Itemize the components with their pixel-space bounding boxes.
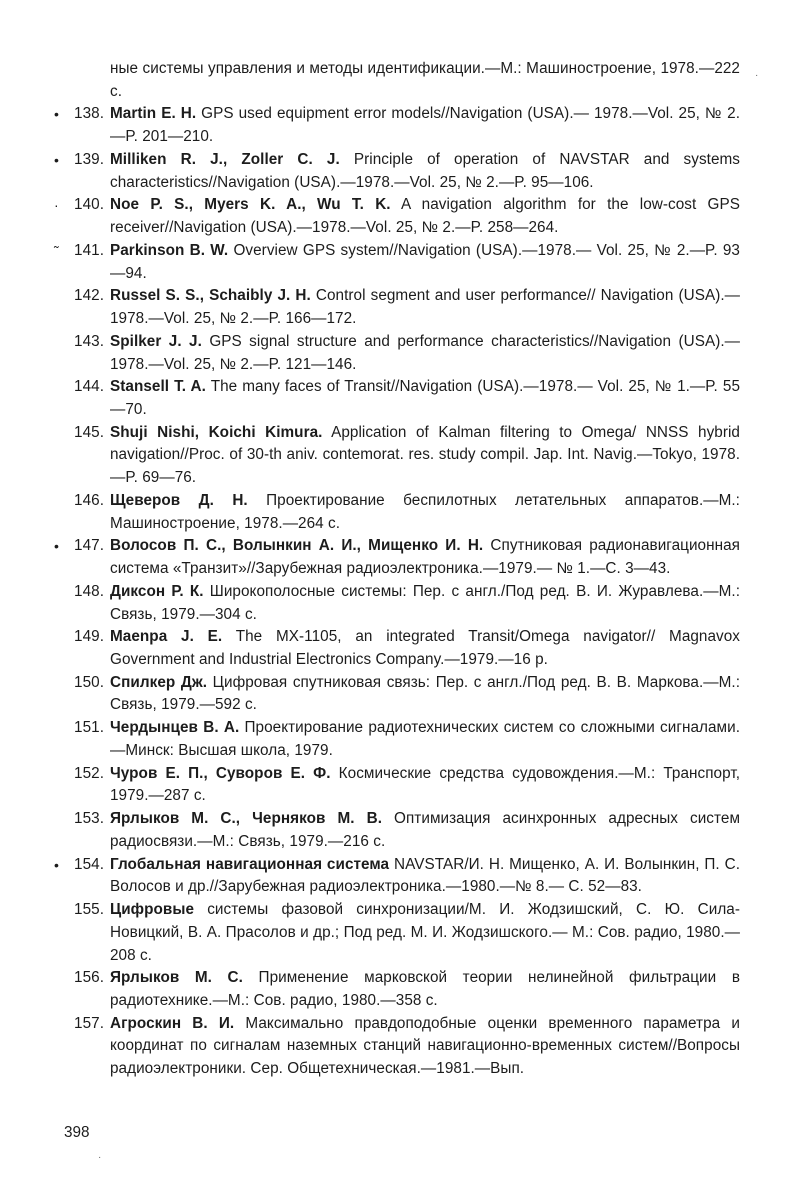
entry-number: 156.: [74, 969, 104, 987]
entry-number: 157.: [74, 1014, 104, 1032]
entry-author: Noe P. S., Myers K. A., Wu T. K.: [110, 196, 391, 214]
bibliography-entry: [60, 376, 740, 421]
entry-author: Ярлыков М. С.: [110, 969, 243, 987]
entry-text: Максимально правдоподобные оценки временного параметра и координат по сигналам наземных станций навигационно-временных систем//Вопросы радиоэлектроники. Сер. Общетехническая.—1981.—Вып.: [110, 1014, 740, 1078]
entry-number: 142.: [74, 287, 104, 305]
entry-author: Чердынцев В. А.: [110, 719, 240, 737]
bibliography-entry: [60, 899, 740, 967]
bibliography-entry: [60, 717, 740, 762]
entry-number: 145.: [74, 423, 104, 441]
entry-author: Цифровые: [110, 901, 195, 919]
bibliography-entry: [54, 535, 740, 580]
entry-number: 144.: [74, 378, 104, 396]
bibliography-list: [54, 58, 741, 1081]
entry-number: 148.: [74, 582, 104, 600]
entry-number: 154.: [74, 855, 104, 873]
bibliography-entry: [60, 58, 740, 103]
bibliography-entry: [54, 240, 740, 285]
entry-text: Цифровая спутниковая связь: Пер. с англ./Под ред. В. В. Маркова.—М.: Связь, 1979.—592 с.: [110, 673, 740, 714]
bibliography-entry: [54, 854, 740, 899]
entry-author: Диксон Р. К.: [110, 582, 204, 600]
entry-text: Космические средства судовождения.—М.: Транспорт, 1979.—287 с.: [110, 764, 740, 805]
bibliography-entry: [60, 422, 740, 490]
entry-text: ные системы управления и методы идентификации.—М.: Машиностроение, 1978.—222 с.: [110, 60, 740, 100]
entry-text: Application of Kalman filtering to Omega/ NNSS hybrid navigation//Proc. of 30-th aniv. contemorat. res. study compil. Jap. Int. Navig.—Tokyo, 1978.—P. 69—76.: [110, 423, 740, 487]
page-number: 398: [64, 1124, 90, 1141]
entry-text: NAVSTAR/И. Н. Мищенко, А. И. Волынкин, П. С. Волосов и др.//Зарубежная радиоэлектроника.—1980.—№ 8.— С. 52—83.: [110, 855, 740, 896]
entry-author: Milliken R. J., Zoller C. J.: [110, 150, 340, 168]
entry-number: 151.: [74, 719, 104, 737]
entry-text: Control segment and user performance// Navigation (USA).—1978.—Vol. 25, № 2.—P. 166—172.: [110, 287, 740, 328]
entry-text: Principle of operation of NAVSTAR and systems characteristics//Navigation (USA).—1978.—Vol. 25, № 2.—P. 95—106.: [110, 150, 741, 191]
entry-author: Spilker J. J.: [110, 332, 202, 350]
entry-author: Волосов П. С., Волынкин А. И., Мищенко И. Н.: [110, 537, 484, 555]
bibliography-entry: [60, 581, 740, 626]
margin-mark: •: [54, 106, 59, 123]
entry-text: Широкополосные системы: Пер. с англ./Под ред. В. И. Журавлева.—М.: Связь, 1979.—304 с.: [110, 582, 740, 623]
bibliography-entry: [54, 103, 740, 148]
entry-author: Агроскин В. И.: [110, 1014, 235, 1032]
entry-text: Спутниковая радионавигационная система «Транзит»//Зарубежная радиоэлектроника.—1979.— № 1.—С. 3—43.: [110, 537, 740, 578]
entry-number: 152.: [74, 764, 104, 782]
entry-number: 140.: [74, 196, 104, 214]
entry-author: Parkinson B. W.: [110, 241, 229, 259]
entry-author: Shuji Nishi, Koichi Kimura.: [110, 423, 323, 441]
entry-author: Щеверов Д. Н.: [110, 491, 248, 509]
entry-text: The many faces of Transit//Navigation (USA).—1978.— Vol. 25, № 1.—P. 55—70.: [110, 378, 741, 418]
entry-number: 153.: [74, 810, 104, 828]
entry-number: 143.: [74, 332, 104, 350]
entry-number: 138.: [74, 105, 104, 123]
entry-author: Maenpa J. E.: [110, 628, 223, 646]
entry-text: Проектирование радиотехнических систем со сложными сигналами.—Минск: Высшая школа, 1979.: [110, 719, 741, 759]
entry-text: GPS signal structure and performance characteristics//Navigation (USA).—1978.—Vol. 25, № 2.—P. 121—146.: [110, 332, 740, 373]
entry-author: Martin E. H.: [110, 105, 197, 123]
entry-number: 150.: [74, 673, 104, 691]
bibliography-entry: [60, 490, 740, 535]
bibliography-entry: [54, 194, 740, 239]
print-speck: ·: [755, 70, 759, 81]
entry-text: A navigation algorithm for the low-cost GPS receiver//Navigation (USA).—1978.—Vol. 25, № 2.—P. 258—264.: [110, 196, 740, 237]
margin-mark: ·: [54, 197, 59, 214]
bibliography-entry: [60, 808, 740, 853]
bibliography-entry: [54, 149, 741, 194]
bibliography-entry: [60, 763, 740, 808]
entry-author: Russel S. S., Schaibly J. H.: [110, 287, 311, 305]
entry-text: Применение марковской теории нелинейной фильтрации в радиотехнике.—М.: Сов. радио, 1980.—358 с.: [110, 969, 740, 1009]
margin-mark: •: [54, 538, 59, 555]
entry-author: Чуров Е. П., Суворов Е. Ф.: [110, 764, 331, 782]
margin-mark: ˜: [54, 242, 59, 259]
print-speck: ·: [98, 1152, 102, 1163]
entry-number: 139.: [74, 150, 104, 168]
bibliography-entry: [60, 626, 740, 671]
entry-text: GPS used equipment error models//Navigation (USA).— 1978.—Vol. 25, № 2.—P. 201—210.: [110, 105, 740, 146]
entry-number: 147.: [74, 537, 104, 555]
entry-author: Stansell T. A.: [110, 378, 206, 396]
entry-text: Проектирование беспилотных летательных аппаратов.—М.: Машиностроение, 1978.—264 с.: [110, 491, 740, 532]
bibliography-entry: [60, 1013, 740, 1081]
entry-number: 155.: [74, 901, 104, 919]
margin-mark: •: [54, 856, 59, 873]
entry-text: системы фазовой синхронизации/М. И. Жодзишский, С. Ю. Сила-Новицкий, В. А. Прасолов и др.; Под ред. М. И. Жодзишского.— М.: Сов. радио, 1980.—208 с.: [110, 901, 740, 964]
bibliography-entry: [60, 672, 740, 717]
entry-number: 149.: [74, 628, 104, 646]
entry-author: Спилкер Дж.: [110, 673, 208, 691]
entry-number: 146.: [74, 491, 104, 509]
bibliography-entry: [60, 285, 740, 330]
entry-text: The MX-1105, an integrated Transit/Omega navigator// Magnavox Government and Industrial Electronics Company.—1979.—16 p.: [110, 628, 741, 668]
entry-author: Ярлыков М. С., Черняков М. В.: [110, 810, 383, 828]
bibliography-entry: [60, 331, 740, 376]
entry-author: Глобальная навигационная система: [110, 855, 390, 873]
margin-mark: •: [54, 151, 59, 168]
entry-number: 141.: [74, 241, 104, 259]
bibliography-entry: [60, 967, 740, 1012]
entry-text: Overview GPS system//Navigation (USA).—1978.— Vol. 25, № 2.—P. 93—94.: [110, 241, 740, 282]
entry-text: Оптимизация асинхронных адресных систем радиосвязи.—М.: Связь, 1979.—216 с.: [110, 810, 741, 850]
